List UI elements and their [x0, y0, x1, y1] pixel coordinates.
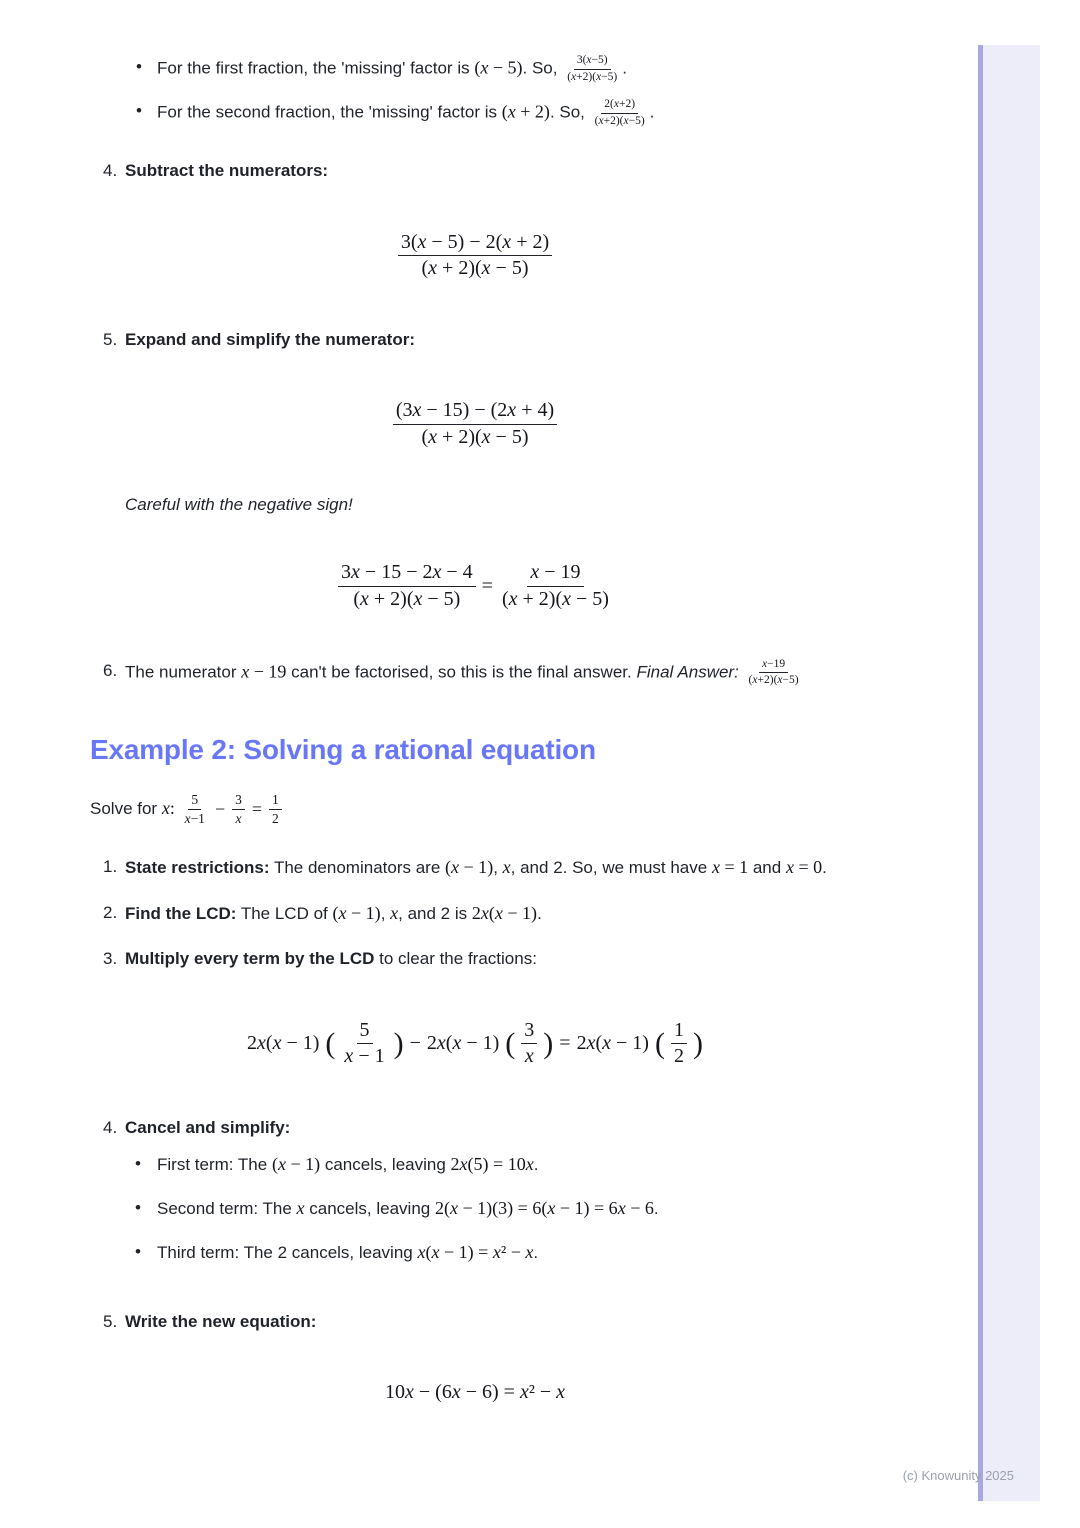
step-expand-simplify: [90, 327, 860, 353]
step-multiply-by-lcd: [90, 946, 860, 972]
math-run: x − 19: [241, 661, 287, 682]
fraction-numerator: x−19: [759, 658, 788, 674]
fraction: [341, 1019, 387, 1069]
math-run: 2(x − 1)(3) = 6(x − 1) = 6x − 6: [434, 1198, 654, 1219]
final-answer-label: Final Answer:: [636, 662, 744, 682]
fraction: [182, 792, 208, 827]
minus-sign: −: [214, 798, 226, 819]
fraction-denominator: x − 1: [344, 1045, 385, 1068]
math-run: x: [390, 903, 399, 924]
fraction-numerator: 5: [357, 1019, 373, 1045]
math-run: 2x(5) = 10x: [450, 1154, 534, 1175]
list-number: 3.: [103, 949, 118, 969]
step-title: Write the new equation:: [125, 1311, 317, 1331]
text-run: First term: The: [157, 1155, 272, 1175]
bullet-item-first-term: [125, 1151, 860, 1179]
text-run: Second term: The: [157, 1199, 297, 1219]
math-run: x = 1: [711, 857, 749, 878]
fraction: [499, 561, 612, 611]
math-run: (x − 1): [271, 1154, 321, 1175]
math-display-expand: [90, 399, 860, 449]
fraction-denominator: (x+2)(x−5): [567, 70, 618, 83]
fraction-denominator: 2: [272, 810, 279, 826]
fraction-numerator: 3: [521, 1019, 537, 1045]
list-number: 4.: [103, 161, 118, 181]
fraction-denominator: (x+2)(x−5): [594, 114, 645, 127]
fraction-denominator: x−1: [184, 810, 205, 826]
text-run: The LCD of: [236, 904, 333, 924]
close-paren: ): [393, 1026, 404, 1060]
sub-bullet-list: [125, 1151, 860, 1267]
fraction-numerator: 3x − 15 − 2x − 4: [338, 561, 476, 587]
text-run: For the first fraction, the 'missing' factor is: [157, 58, 475, 78]
step-title: State restrictions:: [125, 858, 270, 878]
callout-note: Careful with the negative sign!: [125, 495, 353, 515]
text-run: ,: [380, 904, 391, 924]
fraction-numerator: 2(x+2): [601, 98, 638, 114]
fraction-denominator: (x+2)(x−5): [748, 674, 799, 687]
minus-sign: −: [409, 1032, 421, 1055]
bullet-item-first-fraction: [90, 54, 860, 84]
text-run: The numerator: [125, 662, 242, 682]
math-run: 2x(x − 1): [471, 903, 538, 924]
fraction-numerator: 5: [188, 792, 201, 810]
text-run: and: [748, 858, 786, 878]
equals-sign: =: [559, 1032, 571, 1055]
step-title: Cancel and simplify:: [125, 1117, 291, 1137]
fraction: [592, 98, 648, 128]
text-run: can't be factorised, so this is the final answer.: [286, 662, 637, 682]
section-heading-example-2: Example 2: Solving a rational equation: [90, 733, 596, 765]
math-run: 2x(x − 1): [426, 1032, 500, 1055]
step-title: Multiply every term by the LCD: [125, 949, 375, 969]
math-display-negative-sign: [90, 561, 860, 611]
text-run: The denominators are: [269, 858, 446, 878]
math-run: 10x − (6x − 6) = x² − x: [384, 1381, 565, 1404]
math-display-subtract: [90, 231, 860, 281]
fraction-denominator: (x + 2)(x − 5): [353, 587, 461, 610]
step-find-lcd: [90, 900, 860, 928]
scrollbar-thumb[interactable]: [978, 45, 983, 1501]
step-write-new-equation: [90, 1309, 860, 1335]
fraction-numerator: (3x − 15) − (2x + 4): [393, 399, 557, 425]
text-run: to clear the fractions:: [374, 949, 537, 969]
text-run: .: [649, 102, 655, 122]
step-state-restrictions: [90, 854, 860, 882]
text-run: Third term: The 2 cancels, leaving: [157, 1243, 418, 1263]
list-number: 2.: [103, 903, 118, 923]
math-run: x(x − 1) = x² − x: [417, 1242, 534, 1263]
list-number: 5.: [103, 1311, 118, 1331]
fraction-numerator: 3(x−5): [574, 54, 611, 70]
list-number: 4.: [103, 1117, 118, 1137]
fraction-numerator: 3: [232, 792, 245, 810]
fraction: [521, 1019, 537, 1069]
math-run: (x − 5): [474, 57, 523, 78]
text-run: , and 2. So, we must have: [510, 858, 712, 878]
fraction-denominator: (x + 2)(x − 5): [501, 587, 609, 610]
fraction: [338, 561, 476, 611]
scrollbar-track[interactable]: [978, 45, 1040, 1501]
math-run: 2x(x − 1): [247, 1032, 320, 1055]
text-run: . So,: [549, 102, 590, 122]
text-run: cancels, leaving: [320, 1155, 451, 1175]
text-run: .: [533, 1155, 539, 1175]
text-run: , and 2 is: [398, 904, 472, 924]
math-run: x: [296, 1198, 305, 1219]
text-run: . So,: [522, 58, 563, 78]
open-paren: (: [325, 1026, 336, 1060]
fraction-denominator: (x + 2)(x − 5): [421, 425, 529, 448]
bullet-item-third-term: [125, 1239, 860, 1267]
math-display-lcd-multiply: [90, 1019, 860, 1069]
fraction-numerator: 1: [269, 792, 282, 810]
math-run: x:: [161, 797, 175, 818]
list-number: 6.: [103, 660, 118, 680]
text-run: .: [533, 1243, 539, 1263]
text-run: .: [653, 1199, 659, 1219]
fraction: [232, 792, 245, 827]
math-run: (x − 1): [332, 903, 381, 924]
step-subtract-numerators: [90, 158, 860, 184]
step-cancel-simplify: [90, 1115, 860, 1283]
text-run: .: [622, 58, 627, 78]
math-run: (x + 2): [501, 101, 550, 122]
math-run: 2x(x − 1): [576, 1032, 649, 1055]
fraction-numerator: 1: [671, 1019, 687, 1045]
copyright-footer: (c) Knowunity 2025: [902, 1468, 1014, 1483]
list-number: 5.: [103, 329, 118, 349]
math-run: (x − 1): [445, 857, 494, 878]
fraction-denominator: 2: [673, 1045, 684, 1068]
step-title: Expand and simplify the numerator:: [125, 329, 415, 349]
math-run: x: [502, 857, 511, 878]
fraction-numerator: 3(x − 5) − 2(x + 2): [398, 231, 552, 257]
fraction: [564, 54, 620, 84]
close-paren: ): [692, 1026, 703, 1060]
step-title: Subtract the numerators:: [125, 161, 329, 181]
equals-sign: =: [481, 574, 493, 597]
bullet-item-second-fraction: [90, 98, 860, 128]
text-run: ,: [493, 858, 503, 878]
open-paren: (: [654, 1026, 665, 1060]
fraction: [269, 792, 282, 827]
step-final-answer: [90, 658, 860, 688]
fraction: [398, 231, 552, 281]
text-run: .: [537, 904, 542, 924]
equals-sign: =: [251, 798, 263, 819]
math-run: x = 0: [785, 857, 823, 878]
step-title: Find the LCD:: [125, 904, 237, 924]
text-run: .: [822, 858, 827, 878]
text-run: For the second fraction, the 'missing' factor is: [157, 102, 502, 122]
solve-statement: [90, 792, 860, 827]
fraction-denominator: x: [235, 810, 242, 826]
bullet-item-second-term: [125, 1195, 860, 1223]
fraction: [671, 1019, 687, 1069]
open-paren: (: [505, 1026, 516, 1060]
fraction-denominator: x: [524, 1045, 534, 1068]
text-run: cancels, leaving: [304, 1199, 435, 1219]
fraction: [393, 399, 557, 449]
fraction: [746, 658, 802, 688]
fraction-denominator: (x + 2)(x − 5): [421, 257, 529, 280]
text-run: Solve for: [90, 798, 162, 818]
fraction-numerator: x − 19: [527, 561, 583, 587]
list-number: 1.: [103, 857, 118, 877]
inline-equation: [180, 792, 284, 827]
math-display-new-equation: [90, 1381, 860, 1404]
close-paren: ): [543, 1026, 554, 1060]
